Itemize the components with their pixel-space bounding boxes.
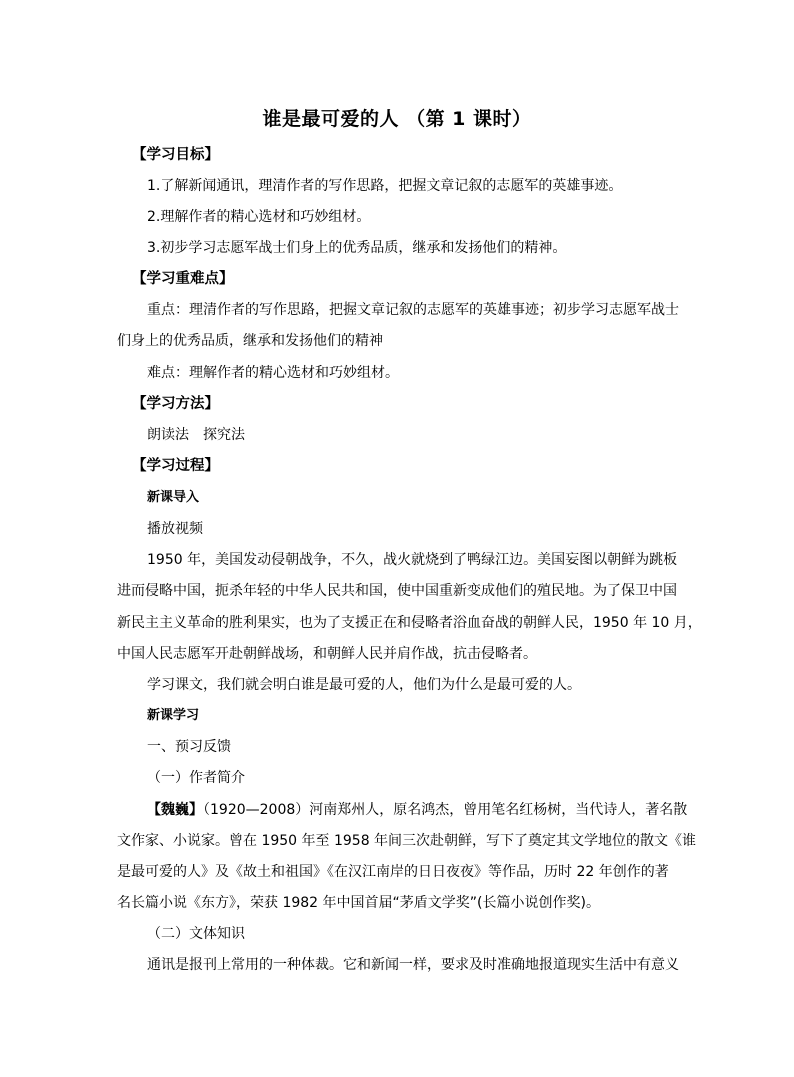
intro-paragraph-line-1: 1950 年，美国发动侵朝战争，不久，战火就烧到了鸭绿江边。美国妄图以朝鲜为跳板: [147, 552, 678, 568]
key-point-line-2: 们身上的优秀品质，继承和发扬他们的精神: [117, 333, 383, 349]
methods-text: 朗读法 探究法: [147, 427, 245, 443]
section-preview-feedback: 一、预习反馈: [147, 739, 231, 755]
goal-item-1: 1.了解新闻通讯，理清作者的写作思路，把握文章记叙的志愿军的英雄事迹。: [147, 178, 623, 194]
page-title: 谁是最可爱的人 （第 1 课时）: [262, 108, 532, 130]
intro-paragraph-2: 学习课文，我们就会明白谁是最可爱的人，他们为什么是最可爱的人。: [147, 677, 581, 693]
goal-item-3: 3.初步学习志愿军战士们身上的优秀品质，继承和发扬他们的精神。: [147, 240, 567, 256]
author-line-3: 是最可爱的人》及《故土和祖国》《在汉江南岸的日日夜夜》等作品，历时 22 年创作的著: [117, 864, 669, 880]
author-line-1: [147, 800, 688, 820]
goals-heading: 【学习目标】: [132, 147, 219, 163]
genre-line-1: 通讯是报刊上常用的一种体裁。它和新闻一样，要求及时准确地报道现实生活中有意义: [147, 957, 679, 973]
author-name: 【魏巍】: [147, 802, 203, 818]
key-point-line-1: 重点：理清作者的写作思路，把握文章记叙的志愿军的英雄事迹；初步学习志愿军战士: [147, 302, 679, 318]
difficult-point: 难点：理解作者的精心选材和巧妙组材。: [147, 365, 399, 381]
intro-paragraph-line-3: 新民主主义革命的胜利果实，也为了支援正在和侵略者浴血奋战的朝鲜人民，1950 年 10 月，: [117, 615, 702, 631]
intro-paragraph-line-2: 进而侵略中国，扼杀年轻的中华人民共和国，使中国重新变成他们的殖民地。为了保卫中国: [117, 583, 677, 599]
new-lesson-heading: 新课学习: [147, 708, 200, 723]
author-line-4: 名长篇小说《东方》，荣获 1982 年中国首届“茅盾文学奖”(长篇小说创作奖)。: [117, 895, 600, 911]
author-line-1-text: （1920—2008）河南郑州人，原名鸿杰，曾用笔名红杨树，当代诗人，著名散: [203, 802, 688, 818]
sub-genre-knowledge: （二）文体知识: [147, 926, 245, 942]
intro-paragraph-line-4: 中国人民志愿军开赴朝鲜战场，和朝鲜人民并肩作战，抗击侵略者。: [117, 646, 537, 662]
intro-video: 播放视频: [147, 521, 203, 537]
process-heading: 【学习过程】: [132, 458, 219, 474]
goal-item-2: 2.理解作者的精心选材和巧妙组材。: [147, 209, 371, 225]
keypoints-heading: 【学习重难点】: [132, 271, 234, 287]
methods-heading: 【学习方法】: [132, 396, 219, 412]
sub-author-intro: （一）作者简介: [147, 770, 245, 786]
author-line-2: 文作家、小说家。曾在 1950 年至 1958 年间三次赴朝鲜，写下了奠定其文学地位的散文《谁: [117, 833, 697, 849]
intro-heading: 新课导入: [147, 490, 200, 505]
